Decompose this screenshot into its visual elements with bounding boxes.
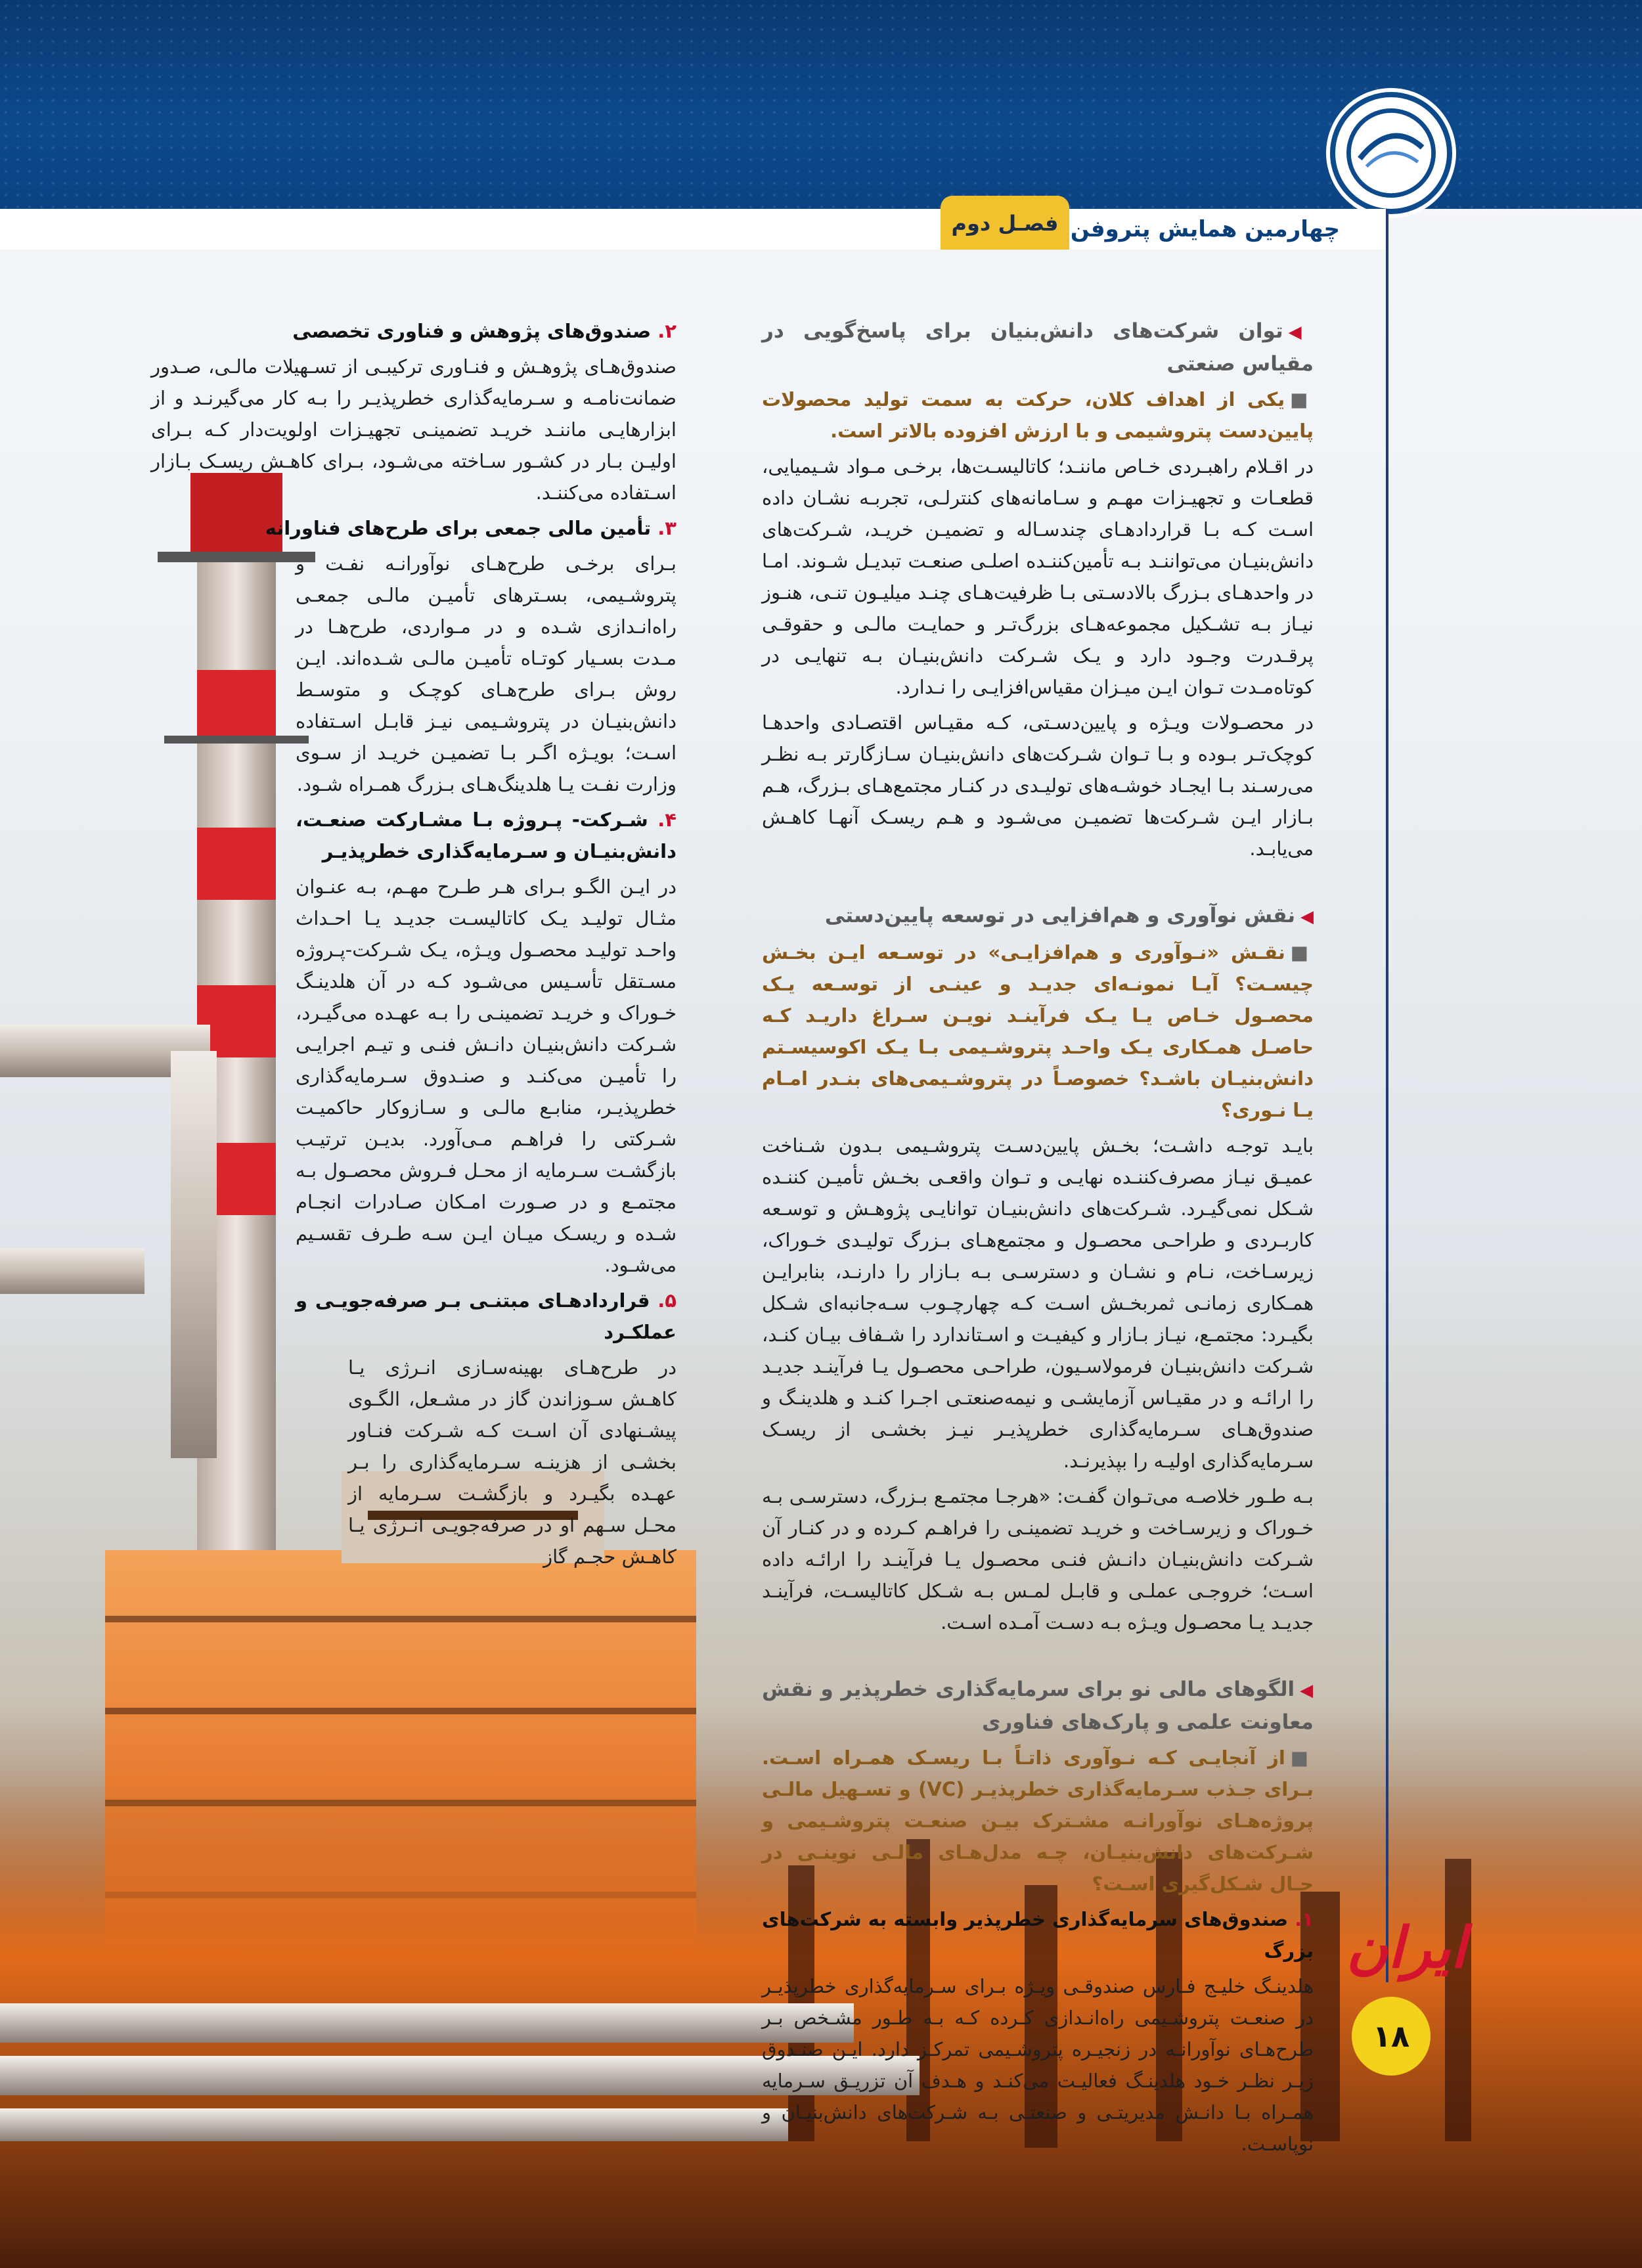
body-paragraph: صندوق‌هـای پژوهـش و فنـاوری ترکیبـی از تسـهیلات مالـی، صـدور ضمانت‌نامـه و سـرمایه‌گذاری خطرپذیـر را بـه کار می‌گیرنـد و از ابزارهایـی ماننـد خریـد تضمینـی تجهیـزات اولویت‌دار کـه بـرای اولیـن بـار در کشـور سـاخته می‌شـود، بـرای کاهـش ریسـک بـازار اسـتفاده می‌کننـد. [151, 355, 677, 504]
square-bullet-icon: ■ [1290, 1746, 1314, 1769]
body-paragraph: بایـد توجـه داشـت؛ بخـش پایین‌دسـت پتروشـیمی بـدون شـناخت عمیـق نیـاز مصرف‌کننـده نهایـی و تـوان واقعـی بخـش تأمیـن کننـده شـکل نمی‌گیـرد. شـرکت‌های دانش‌بنیـان توانایـی پژوهـش و توسـعه کاربـردی و طراحـی محصـول و مجتمع‌هـای بـزرگ تولیـدی خـوراک، زیرسـاخت، نـام و نشـان و دسترسـی بـه بـازار را دارنـد، بنابرایـن همـکاری زمانـی ثمربخـش اسـت کـه چهارچـوب سـه‌جانبه‌ای شـکل بگیـرد: مجتمـع، نیـاز بـازار و کیفیـت و اسـتاندارد را شـفاف بیـان کنـد، شـرکت دانش‌بنیـان فرمولاسـیون، طراحـی محصـول یـا فرآینـد جدیـد را ارائـه و در مقیـاس آزمایشـی و نیمه‌صنعتـی اجـرا کنـد و هلدینـگ و صندوق‌هـای سـرمایه‌گذاری خطرپذیـر نیـز بخشـی از ریسـک سـرمایه‌گذاری اولیـه را بپذیرنـد. [762, 1134, 1314, 1472]
lead-paragraph: ■از آنجایـی کـه نـوآوری ذاتـاً بـا ریسـک همـراه اسـت. بـرای جـذب سـرمایه‌گذاری خطرپذیـر (VC) و تسـهیل مالـی پروژه‌هـای نوآورانـه مشـترک بیـن صنعـت پتروشـیمی و شـرکت‌های دانش‌بنیـان، چـه مدل‌هـای مالـی نوینـی در حـال شـکل‌گیری اسـت؟ [762, 1746, 1314, 1895]
square-bullet-icon: ■ [1290, 941, 1314, 964]
lead-paragraph: ■یکی از اهداف کلان، حرکت به سمت تولید محصولات پایین‌دست پتروشیمی و با ارزش افزوده بالاتر است. [762, 388, 1314, 442]
subheading: ۲. صندوق‌های پژوهش و فناوری تخصصی [292, 320, 677, 342]
triangle-icon: ◀ [1288, 322, 1314, 342]
magazine-wordmark: ایران [1346, 1915, 1467, 1981]
right-column [762, 315, 1314, 2164]
body-paragraph: هلدینـگ خلیـج فـارس صندوقـی ویـژه بـرای سـرمایه‌گذاری خطرپذیـر در صنعـت پتروشـیمی راه‌انـدازی کـرده کـه بـه طـور مشـخص بـر طرح‌هـای نوآورانـه در زنجیـره پتروشـیمی تمرکـز دارد. ایـن صنـدوق زیـر نظـر خـود هلدینـگ فعالیـت می‌کنـد و هـدف آن تزریـق سـرمایه همـراه بـا دانـش مدیریتـی و صنعتـی بـه شـرکت‌های دانش‌بنیـان و نوپاسـت. [762, 1975, 1314, 2155]
lead-paragraph: ■نقـش «نـوآوری و هم‌افزایـی» در توسـعه ایـن بخـش چیسـت؟ آیـا نمونـه‌ای جدیـد و عینـی از توسـعه یـک محصـول خـاص یـا یـک فرآینـد نویـن سـراغ داریـد کـه حاصـل همـکاری یـک واحـد پتروشـیمی بـا یـک اکوسیسـتم دانش‌بنیـان باشـد؟ خصوصـاً در پتروشـیمی‌های بنـدر امـام یـا نـوری؟ [762, 941, 1314, 1121]
page-number: ۱۸ [1352, 1997, 1431, 2076]
company-logo [1330, 92, 1452, 214]
triangle-icon: ◀ [1300, 907, 1314, 927]
section-heading: ◀نقش نوآوری و هم‌افزایی در توسعه پایین‌دستی [824, 904, 1314, 927]
margin-rule [1386, 209, 1388, 1982]
triangle-icon: ◀ [1300, 1681, 1314, 1701]
body-paragraph: در اقـلام راهبـردی خـاص ماننـد؛ کاتالیسـت‌ها، برخـی مـواد شـیمیایی، قطعـات و تجهیـزات مهـم و سـامانه‌های کنترلـی، تجربـه نشـان داده اسـت کـه بـا قراردادهـای چندسـاله و تضمیـن خریـد، شـرکت‌های دانش‌بنیـان می‌تواننـد بـه تأمین‌کننـده اصلـی صنعـت تبدیـل شـوند. امـا در واحدهـای بـزرگ بالادسـتی بـا ظرفیت‌هـای چنـد میلیـون تنـی، هنـوز نیـاز بـه تشـکیل مجموعه‌هـای بزرگ‌تـر و حمایـت مالـی و حقوقـی پرقـدرت وجـود دارد و یـک شـرکت دانش‌بنیـان بـه تنهایـی در کوتاه‌مـدت تـوان ایـن میـزان مقیاس‌افزایـی را نـدارد. [762, 455, 1314, 698]
body-paragraph: در محصـولات ویـژه و پایین‌دسـتی، کـه مقیـاس اقتصـادی واحدهـا کوچک‌تـر بـوده و بـا تـوان شـرکت‌های دانش‌بنیـان سـازگارتر بـه نظـر می‌رسـند بـا ایجـاد خوشـه‌های تولیـدی در کنـار مجتمع‌هـای بـزرگ، هـم بـازار ایـن شـرکت‌ها تضمیـن می‌شـود و هـم ریسـک آنهـا کاهـش می‌یابـد. [762, 711, 1314, 860]
subheading: ۳. تأمین مالی جمعی برای طرح‌های فناورانه [265, 517, 677, 539]
body-paragraph: بـرای برخـی طرح‌هـای نوآورانـه نفـت و پتروشـیمی، بسـترهای تأمیـن مالـی جمعـی راه‌انـدازی شـده و در مـواردی، طرح‌هـا در مـدت بسـیار کوتـاه تأمیـن مالـی شـده‌اند. ایـن روش بـرای طرح‌هـای کوچـک و متوسـط دانش‌بنیـان در پتروشـیمی نیـز قابـل اسـتفاده اسـت؛ بویـژه اگـر بـا تضمیـن خریـد از سـوی وزارت نفـت یـا هلدینگ‌هـای بـزرگ همـراه شـود. [296, 552, 677, 795]
body-paragraph: در طرح‌هـای بهینه‌سـازی انـرژی یـا کاهـش سـوزاندن گاز در مشـعل، الگـوی پیشـنهادی آن اسـت کـه شـرکت فنـاور بخشـی از هزینـه سـرمایه‌گذاری را بـر عهـده بگیـرد و بازگشـت سـرمایه از محـل سـهم او در صرفه‌جویـی انـرژی یـا کاهـش حجـم گاز [348, 1356, 677, 1568]
subheading: ۴. شـرکت- پـروژه بـا مشـارکت صنعـت، دانش‌بنیـان و سـرمایه‌گذاری خطرپذیـر [296, 809, 677, 862]
square-bullet-icon: ■ [1290, 388, 1314, 411]
subheading: ۱. صندوق‌های سرمایه‌گذاری خطرپذیر وابسته به شرکت‌های بزرگ [762, 1908, 1314, 1962]
section-tag: فصـل دوم [941, 196, 1069, 250]
conference-title: چهارمین همایش پتروفن [1070, 216, 1340, 242]
subheading: ۵. قراردادهـای مبتنـی بـر صرفه‌جویـی و عملکـرد [296, 1289, 677, 1343]
body-paragraph: در ایـن الگـو بـرای هـر طـرح مهـم، بـه عنـوان مثـال تولیـد یـک کاتالیسـت جدیـد یـا احـداث واحـد تولیـد محصـول ویـژه، یـک شـرکت-پـروژه مسـتقل تأسـیس می‌شـود کـه در آن هلدینـگ خـوراک و خریـد تضمینـی را بـه عهـده می‌گیـرد، شـرکت دانش‌بنیـان دانـش فنـی و تیـم اجرایـی را تأمیـن می‌کنـد و صنـدوق سـرمایه‌گذاری خطرپذیـر، منابـع مالـی و سـازوکار حاکمیـت شـرکتی را فراهـم مـی‌آورد. بدیـن ترتیـب بازگشـت سـرمایه از محـل فـروش محصـول بـه مجتمـع و در صـورت امـکان صـادرات انجـام شـده و ریسـک میـان ایـن سـه طـرف تقسـیم می‌شـود. [296, 876, 677, 1276]
left-column [151, 315, 677, 1576]
section-heading: ◀توان شرکت‌های دانش‌بنیان برای پاسخ‌گویی در مقیاس صنعتی [762, 319, 1314, 376]
body-paragraph: بـه طـور خلاصـه می‌تـوان گفـت: «هرجـا مجتمـع بـزرگ، دسترسـی بـه خـوراک و زیرسـاخت و خریـد تضمینـی را فراهـم کـرده و در کنـار آن شـرکت دانش‌بنیـان دانـش فنـی محصـول یـا فرآینـد را ارائـه داده اسـت؛ خروجـی عملـی و قابـل لمـس بـه شـکل کاتالیسـت، فرآینـد جدیـد یـا محصـول ویـژه بـه دسـت آمـده اسـت. [762, 1485, 1314, 1634]
section-heading: ◀الگوهای مالی نو برای سرمایه‌گذاری خطرپذیر و نقش معاونت علمی و پارک‌های فناوری [762, 1678, 1314, 1734]
